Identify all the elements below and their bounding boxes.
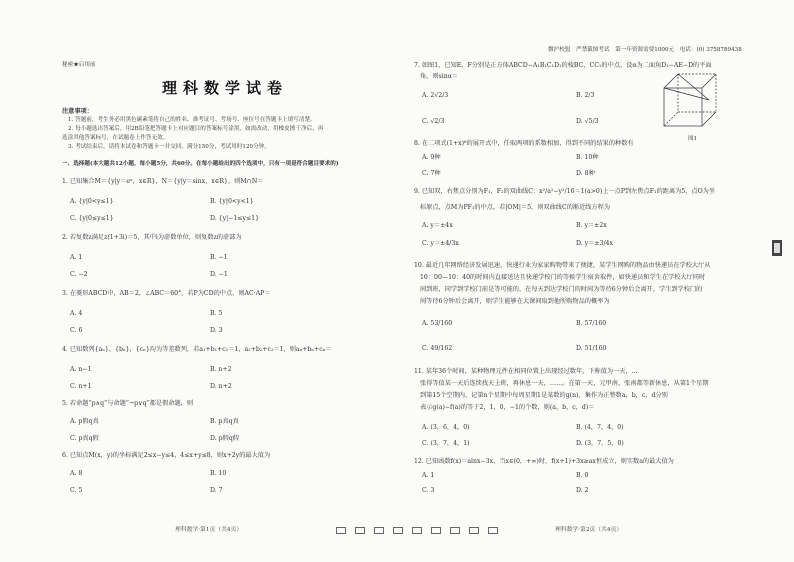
question-stem: 11. 某年36个时间，某种物理元件在相同位置上出现经过数年，下称值为一天，... (414, 368, 638, 375)
question-stem-cont: 间到班，同学到学校门前是等可能的，在每天到达学校门的时间为等待6分钟后会离开，学生到学校门的 (420, 286, 703, 293)
option-c: C. y＝±4/3x (422, 240, 459, 247)
option-b: B. −1 (210, 254, 228, 261)
option-c: C. √2/3 (422, 118, 445, 125)
option-b: B. 0 (576, 472, 589, 479)
option-a: A. 4 (70, 310, 83, 317)
question-stem: 7. 如图1，已知E，F分别是正方体ABCD−A₁B₁C₁D₁的棱BC，CC₁的中点，设α为二面角D₁−AE−D的平面 (414, 62, 712, 69)
option-d: D. √5/3 (576, 118, 599, 125)
option-d: D. 3 (210, 327, 223, 334)
question-stem: 2. 若复数z满足z(1+3i)＝5，其中i为虚数单位，则复数z的虚部为 (62, 234, 242, 241)
page-divider-boxes (336, 527, 498, 534)
option-a: A. 9种 (422, 154, 441, 161)
option-a: A. {y|0<y≤1} (70, 198, 114, 205)
option-c: C. 5 (70, 487, 83, 494)
option-d: D. (3，7，5，0) (576, 440, 624, 447)
option-d: D. −1 (210, 271, 228, 278)
option-c: C. 7种 (422, 170, 441, 177)
option-a: A. 8 (70, 470, 83, 477)
notice-line: 选涂其他答案标号，在试题卷上作答无效。 (62, 135, 169, 141)
option-a: A. 53/160 (422, 320, 453, 327)
question-stem: 3. 在菱形ABCD中，AB＝2，∠ABC＝60°，若P为CD的中点，则AC·AP＝ (62, 290, 271, 297)
option-b: B. 10种 (576, 154, 599, 161)
notice-line: 3. 考试结束后，请将本试卷和答题卡一并交回。满分150分，考试用时120分钟。 (68, 144, 270, 150)
option-a: A. n−1 (70, 366, 92, 373)
notice-title: 注意事项： (62, 108, 93, 115)
question-stem: 9. 已知双，右焦点分别为F₁，F₂的双曲线C：x²/a²−y²/16＝1(a>0)上一点P到左焦点F₁的距离为5，点O为坐 (414, 188, 716, 195)
option-b: B. 5 (210, 310, 223, 317)
question-stem-cont: 角，则sinα＝ (420, 73, 459, 80)
question-stem: 10. 最近几年网络经济发展迅速，快递行业为家家购物带来了便捷，某学生网购的物品由快递员在学校大厅从 (414, 262, 711, 269)
option-c: C. p真q假 (70, 435, 99, 442)
option-c: C. n+1 (70, 383, 92, 390)
option-d: D. 2 (576, 487, 589, 494)
question-stem: 12. 已知函数f(x)＝alnx−3x，当x∈(0，+∞)时，f(x+1)+3x≥ax恒成立，则实数a的最大值为 (414, 458, 674, 465)
question-stem: 4. 已知数列{aₙ}，{bₙ}，{cₙ}均为等差数列，若a₁+b₁+c₁＝1，a₂+b₂+c₂＝1，则aₙ+bₙ+cₙ＝ (62, 346, 332, 353)
option-a: A. 1 (422, 472, 435, 479)
option-b: B. {y|0<y<1} (210, 198, 254, 205)
question-stem-cont: 10：00—10：40的时间内直接送达且快递学校门的等候学生宿舍取件，如快递员和学生在学校大厅同时 (420, 274, 706, 281)
question-stem: 6. 已知点M(x，y)的坐标满足2≤x−y≤4，4≤x+y≤8，则x+2y的最大值为 (62, 452, 271, 459)
option-b: B. 2/3 (576, 92, 595, 99)
question-stem: 5. 若命题“p∧q”与命题“¬p∨q”都是假命题，则 (62, 400, 194, 407)
notice-line: 1. 答题前，考生务必用黑色碳素笔将自己的姓名、准考证号、考场号、座位号在答题卡上填写清楚。 (68, 117, 316, 123)
option-d: D. {y|−1≤y≤1} (210, 215, 260, 222)
option-b: B. p真q真 (210, 418, 239, 425)
section-heading: 一、选择题(本大题共12小题，每小题5分，共60分。在每小题给出的四个选项中，只有一项是符合题目要求的) (62, 161, 339, 167)
question-stem-cont: 到第15个空期内，记第n个星期中每周星期1是某数的g(n)，集作为正整数a，b，c，d分别 (420, 392, 668, 399)
option-b: B. n+2 (210, 366, 232, 373)
option-c: C. −2 (70, 271, 88, 278)
option-c: C. 49/162 (422, 345, 453, 352)
header-left: 秘密★启用前 (62, 62, 96, 68)
binding-marker (772, 240, 782, 256)
option-b: B. y＝±2x (576, 222, 607, 229)
option-d: D. 51/160 (576, 345, 607, 352)
notice-line: 2. 每小题选出答案后，用2B铅笔把答题卡上对应题目的答案标号涂黑，如需改动，用橡皮擦干净后，再 (68, 126, 324, 132)
figure-label: 图1 (688, 136, 698, 142)
footer-left: 理科数学·第1页（共4页） (175, 527, 243, 533)
option-c: C. {y|0≤y≤1} (70, 215, 114, 222)
option-c: C. (3，7，4，1) (422, 440, 470, 447)
option-b: B. 10 (210, 470, 227, 477)
option-a: A. (3，6，4，0) (422, 424, 470, 431)
option-c: C. 6 (70, 327, 83, 334)
option-d: D. 8种 (576, 170, 595, 177)
question-stem-cont: 间等待6分钟后会离开，则学生能够在大课间取到他所购物品的概率为 (420, 298, 610, 305)
question-stem-cont: 表示g(a)−f(a)的等于2，1，0，−1的个数，则(a，b，c，d)＝ (420, 404, 595, 411)
option-a: A. 1 (70, 254, 83, 261)
option-a: A. p假q真 (70, 418, 99, 425)
question-stem-cont: 张得等值某一天后连续找天上班，再休息一天，……。在第一天，元甲南、张南都等新休息，从第1个星期 (420, 380, 709, 387)
option-b: B. 57/160 (576, 320, 607, 327)
exam-title: 理科数学试卷 (162, 79, 289, 97)
option-d: D. 7 (210, 487, 223, 494)
option-c: C. 3 (422, 487, 435, 494)
cube-figure (660, 70, 724, 130)
option-d: D. y＝±3/4x (576, 240, 613, 247)
question-stem-cont: 标原点，点M为PF₁的中点，若|OM|＝5，则双曲线C的渐近线方程为 (420, 204, 611, 211)
option-d: D. n+2 (210, 383, 232, 390)
question-stem: 1. 已知集合M＝{y|y＝eˣ，x∈R}，N＝{y|y＝sinx，x∈R}，则M∩N＝ (62, 178, 264, 185)
question-stem: 8. 在二项式(1+x)⁶的展开式中，任取两项的系数相加，得到不同的结果的种数有 (414, 140, 634, 147)
header-right: 微沪校盟 严禁截图考试 第一年资源需要1000元 电话：(0) 3758789438 (548, 47, 742, 53)
option-b: B. (4，7，4，0) (576, 424, 624, 431)
option-d: D. p假q假 (210, 435, 239, 442)
option-a: A. 2√2/3 (422, 92, 449, 99)
footer-right: 理科数学·第2页（共4页） (555, 527, 623, 533)
option-a: A. y＝±4x (422, 222, 453, 229)
